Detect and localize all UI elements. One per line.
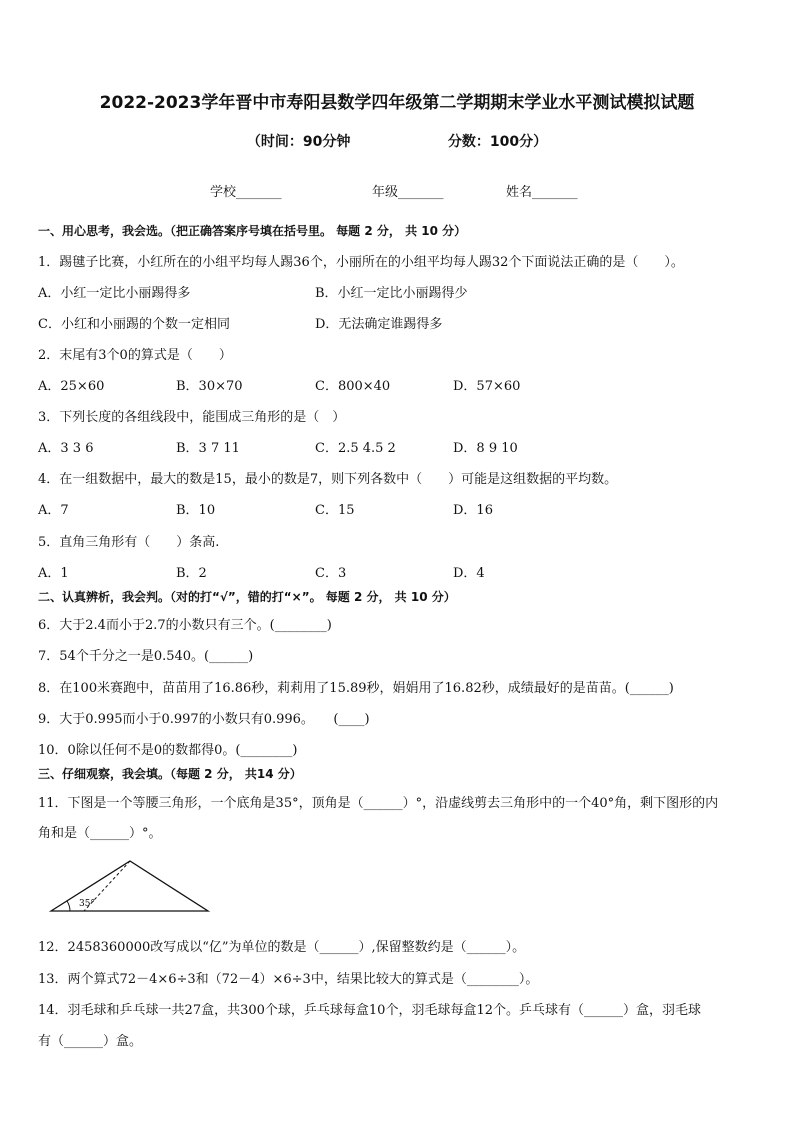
q3-option-c: C．2.5 4.5 2 <box>315 441 396 456</box>
question-14-line2: 有（______）盒。 <box>38 1034 143 1049</box>
q2-option-b: B．30×70 <box>176 379 243 394</box>
q3-option-b: B．3 7 11 <box>176 441 240 456</box>
q5-option-c: C．3 <box>315 566 347 581</box>
exam-title: 2022-2023学年晋中市寿阳县数学四年级第二学期期末学业水平测试模拟试题 <box>99 93 695 113</box>
name-field[interactable]: 姓名_______ <box>506 185 578 200</box>
section-heading-judge: 二、认真辨析，我会判。（对的打“√”，错的打“×”。 每题 2 分， 共 10 分） <box>38 590 456 604</box>
q1-option-b: B．小红一定比小丽踢得少 <box>315 286 468 301</box>
question-12: 12．2458360000改写成以“亿”为单位的数是（______）,保留整数约是（______）。 <box>38 940 526 955</box>
section-heading-choice: 一、用心思考，我会选。（把正确答案序号填在括号里。 每题 2 分， 共 10 分） <box>38 224 467 238</box>
q5-option-d: D．4 <box>453 566 485 581</box>
q5-option-a: A．1 <box>38 566 69 581</box>
school-field[interactable]: 学校_______ <box>210 185 282 200</box>
exam-subtitle: （时间：90分钟 分数：100分） <box>246 134 548 150</box>
q3-option-d: D．8 9 10 <box>453 441 518 456</box>
question-1: 1．踢毽子比赛，小红所在的小组平均每人踢36个，小丽所在的小组平均每人踢32个下面说法正确的是（ ）。 <box>38 255 684 270</box>
triangle-outline <box>51 861 208 911</box>
question-11-line2: 角和是（______）°。 <box>38 826 162 841</box>
q1-option-c: C．小红和小丽踢的个数一定相同 <box>38 317 230 332</box>
q5-option-b: B．2 <box>176 566 207 581</box>
question-6: 6．大于2.4而小于2.7的小数只有三个。(________) <box>38 618 332 633</box>
q4-option-b: B．10 <box>176 503 216 518</box>
base-angle-arc <box>67 901 70 911</box>
question-10: 10．0除以任何不是0的数都得0。(________) <box>38 743 298 758</box>
question-3: 3．下列长度的各组线段中，能围成三角形的是（ ） <box>38 410 346 425</box>
q4-option-d: D．16 <box>453 503 493 518</box>
question-7: 7．54个千分之一是0.540。(______) <box>38 649 254 664</box>
q1-option-d: D．无法确定谁踢得多 <box>315 317 443 332</box>
question-2: 2．末尾有3个0的算式是（ ） <box>38 348 232 363</box>
q3-option-a: A．3 3 6 <box>38 441 94 456</box>
question-13: 13．两个算式72－4×6÷3和（72－4）×6÷3中，结果比较大的算式是（________）。 <box>38 972 539 987</box>
section-heading-fill: 三、仔细观察，我会填。（每题 2 分， 共14 分） <box>38 767 302 781</box>
question-4: 4．在一组数据中，最大的数是15，最小的数是7，则下列各数中（ ）可能是这组数据的平均数。 <box>38 472 618 487</box>
q4-option-a: A．7 <box>38 503 69 518</box>
q2-option-c: C．800×40 <box>315 379 391 394</box>
q2-option-d: D．57×60 <box>453 379 521 394</box>
question-11-line1: 11．下图是一个等腰三角形，一个底角是35°，顶角是（______）°，沿虚线剪去三角形中的一个40°角，剩下图形的内 <box>38 796 719 811</box>
q4-option-c: C．15 <box>315 503 355 518</box>
question-14-line1: 14．羽毛球和乒乓球一共27盒，共300个球，乒乓球每盒10个，羽毛球每盒12个。乒乓球有（______）盒，羽毛球 <box>38 1003 701 1018</box>
isosceles-triangle-figure <box>46 857 216 917</box>
question-9: 9．大于0.995而小于0.997的小数只有0.996。 (____) <box>38 712 370 727</box>
q1-option-a: A．小红一定比小丽踢得多 <box>38 286 191 301</box>
question-5: 5．直角三角形有（ ）条高. <box>38 535 220 550</box>
angle-label: 35° <box>79 899 95 909</box>
question-8: 8．在100米赛跑中，苗苗用了16.86秒，莉莉用了15.89秒，娟娟用了16.82秒，成绩最好的是苗苗。(______) <box>38 681 674 696</box>
grade-field[interactable]: 年级_______ <box>372 185 444 200</box>
q2-option-a: A．25×60 <box>38 379 105 394</box>
